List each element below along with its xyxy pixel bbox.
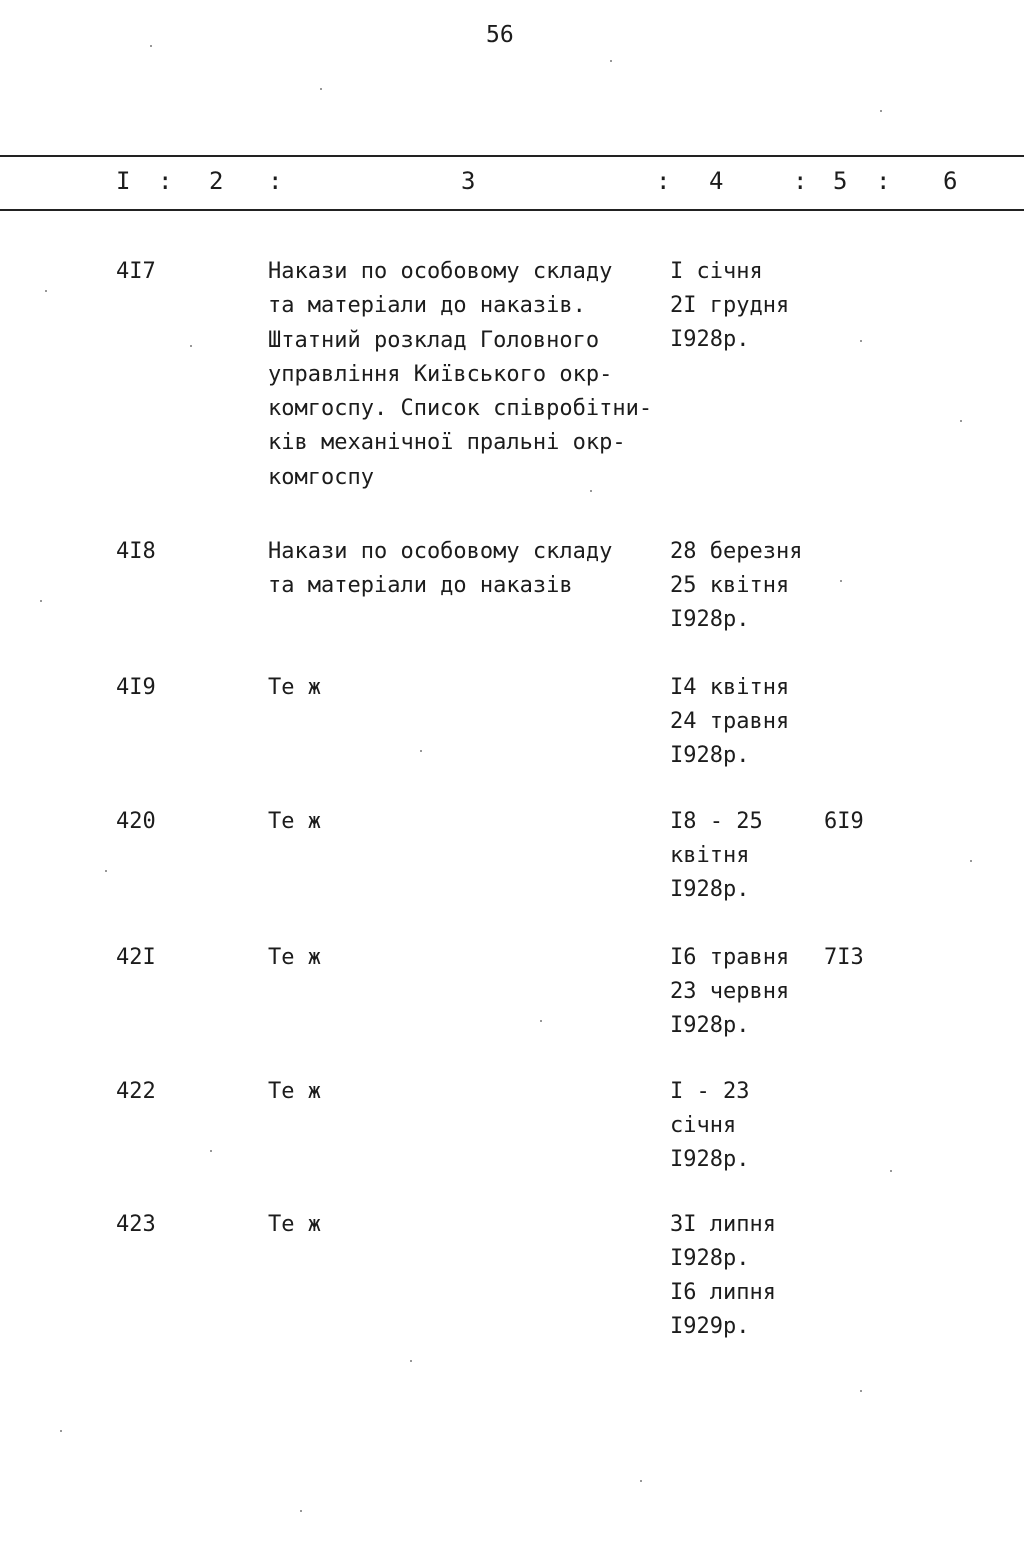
entry-title <box>268 671 678 705</box>
entry-title <box>268 1208 678 1242</box>
scan-speck <box>840 580 842 582</box>
scan-speck <box>860 1390 862 1392</box>
scan-speck <box>190 345 192 347</box>
date-line: 2I грудня <box>670 293 790 318</box>
date-line: січня <box>670 1113 737 1138</box>
entry-dates <box>670 805 820 907</box>
scan-speck <box>860 340 862 342</box>
entry-title <box>268 1075 678 1109</box>
page-number: 56 <box>486 22 514 48</box>
entry-dates <box>670 255 820 357</box>
scan-speck <box>105 870 107 872</box>
scan-speck <box>300 1510 302 1512</box>
column-header-1: I <box>116 167 131 195</box>
entry-dates <box>670 535 820 637</box>
date-line: I928р. <box>670 1013 750 1038</box>
scan-speck <box>960 420 962 422</box>
date-line: I - 23 <box>670 1079 750 1104</box>
column-header-6: 6 <box>943 167 958 195</box>
column-separator: : <box>656 167 671 195</box>
date-line: I928р. <box>670 1147 750 1172</box>
column-header-2: 2 <box>209 167 224 195</box>
date-line: I4 квітня <box>670 675 790 700</box>
title-line: Штатний розклад Головного <box>268 327 600 353</box>
header-bottom-rule <box>0 209 1024 211</box>
title-line: комгоспу. Список співробітни- <box>268 396 653 422</box>
date-line: I928р. <box>670 607 750 632</box>
entry-title <box>268 255 678 495</box>
entry-number: 4I7 <box>116 259 156 284</box>
scan-speck <box>640 1480 642 1482</box>
title-line: управління Київського окр- <box>268 361 613 387</box>
title-line: Те ж <box>268 809 321 834</box>
date-line: 23 червня <box>670 979 790 1004</box>
scan-speck <box>610 60 612 62</box>
scan-speck <box>590 490 592 492</box>
title-line: Те ж <box>268 1212 321 1237</box>
column-separator: : <box>158 167 173 195</box>
entry-dates <box>670 1075 820 1177</box>
entry-title <box>268 535 678 604</box>
title-line: Накази по особовому складу <box>268 539 613 564</box>
entry-number: 4I9 <box>116 675 156 700</box>
entry-dates <box>670 1208 820 1344</box>
header-top-rule <box>0 155 1024 157</box>
entry-dates <box>670 671 820 773</box>
scan-speck <box>970 860 972 862</box>
date-line: 24 травня <box>670 709 790 734</box>
date-line: 3I липня <box>670 1212 776 1237</box>
column-separator: : <box>876 167 891 195</box>
scan-speck <box>45 290 47 292</box>
scan-speck <box>60 1430 62 1432</box>
scan-speck <box>320 88 322 90</box>
date-line: I6 липня <box>670 1280 776 1305</box>
scan-speck <box>540 1020 542 1022</box>
date-line: 25 квітня <box>670 573 790 598</box>
scan-speck <box>890 1170 892 1172</box>
scan-speck <box>150 45 152 47</box>
title-line: та матеріали до наказів <box>268 573 573 599</box>
entry-number: 420 <box>116 809 156 834</box>
date-line: I929р. <box>670 1314 750 1339</box>
title-line: та матеріали до наказів. <box>268 293 586 319</box>
date-line: I928р. <box>670 877 750 902</box>
scan-speck <box>210 1150 212 1152</box>
scan-speck <box>420 750 422 752</box>
entry-number: 422 <box>116 1079 156 1104</box>
column-header-3: 3 <box>461 167 476 195</box>
date-line: I8 - 25 <box>670 809 763 834</box>
date-line: I928р. <box>670 327 750 352</box>
date-line: I928р. <box>670 1246 750 1271</box>
date-line: I6 травня <box>670 945 790 970</box>
entry-number: 4I8 <box>116 539 156 564</box>
column-header-4: 4 <box>709 167 724 195</box>
date-line: квітня <box>670 843 750 868</box>
title-line: Те ж <box>268 675 321 700</box>
column-separator: : <box>793 167 808 195</box>
entry-dates <box>670 941 820 1043</box>
title-line: Те ж <box>268 945 321 970</box>
date-line: 28 березня <box>670 539 803 564</box>
entry-number: 423 <box>116 1212 156 1237</box>
entry-sheets: 6I9 <box>824 809 864 834</box>
scan-speck <box>40 600 42 602</box>
scan-speck <box>880 110 882 112</box>
entry-number: 42I <box>116 945 156 970</box>
entry-title <box>268 805 678 839</box>
column-header-5: 5 <box>833 167 848 195</box>
date-line: I січня <box>670 259 763 284</box>
entry-sheets: 7I3 <box>824 945 864 970</box>
scan-speck <box>410 1360 412 1362</box>
column-separator: : <box>268 167 283 195</box>
date-line: I928р. <box>670 743 750 768</box>
title-line: Накази по особовому складу <box>268 259 613 284</box>
title-line: комгоспу <box>268 464 374 490</box>
title-line: Те ж <box>268 1079 321 1104</box>
entry-title <box>268 941 678 975</box>
title-line: ків механічної пральні окр- <box>268 430 626 456</box>
